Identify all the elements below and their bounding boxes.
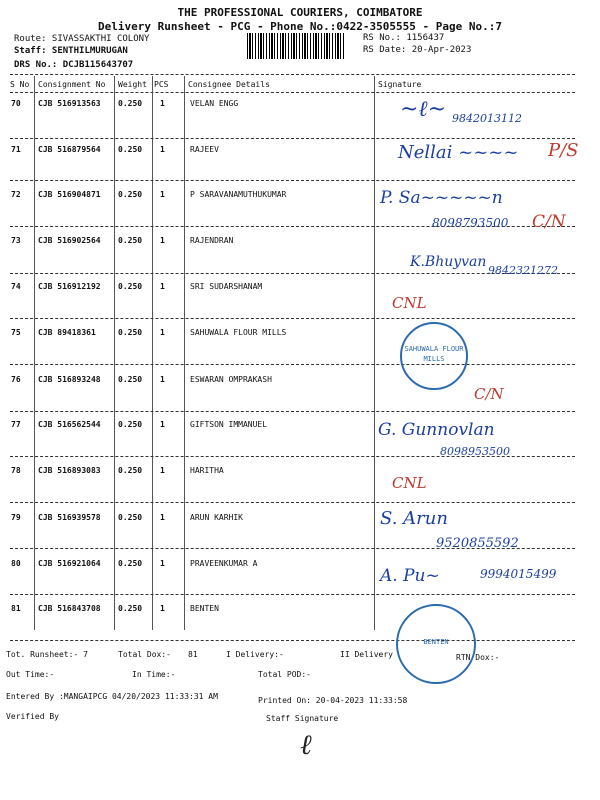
row-consignee: BENTEN xyxy=(190,604,219,613)
total-dox-value: 81 xyxy=(188,650,198,659)
row-weight: 0.250 xyxy=(118,466,143,475)
row-pcs: 1 xyxy=(160,190,165,199)
signature-note: CNL xyxy=(392,474,427,492)
entered-by: Entered By :MANGAIPCG 04/20/2023 11:33:31 AM xyxy=(6,692,218,701)
row-consignment: CJB 516904871 xyxy=(38,190,101,199)
row-pcs: 1 xyxy=(160,236,165,245)
row-weight: 0.250 xyxy=(118,99,143,108)
col-divider xyxy=(114,76,115,630)
total-dox-label: Total Dox:- xyxy=(118,650,171,659)
row-sno: 77 xyxy=(11,420,21,429)
out-time: Out Time:- xyxy=(6,670,55,679)
i-delivery: I Delivery:- xyxy=(226,650,284,659)
staff-signature: Staff Signature xyxy=(266,714,339,723)
barcode xyxy=(247,33,345,59)
signature-phone: 8098953500 xyxy=(440,445,510,458)
row-consignment: CJB 516912192 xyxy=(38,282,101,291)
company-name: THE PROFESSIONAL COURIERS, COIMBATORE xyxy=(177,6,423,19)
signature-phone: 9842321272 xyxy=(488,264,558,277)
col-pcs: PCS xyxy=(154,80,169,89)
row-weight: 0.250 xyxy=(118,513,143,522)
row-rule xyxy=(10,138,575,139)
row-consignee: P SARAVANAMUTHUKUMAR xyxy=(190,190,287,199)
row-weight: 0.250 xyxy=(118,559,143,568)
col-consignee: Consignee Details xyxy=(188,80,270,89)
row-consignment: CJB 516893248 xyxy=(38,375,101,384)
signature-phone: 9842013112 xyxy=(452,112,522,125)
table-header-rule xyxy=(10,92,575,93)
col-divider xyxy=(34,76,35,630)
row-pcs: 1 xyxy=(160,513,165,522)
col-divider xyxy=(374,76,375,630)
row-sno: 73 xyxy=(11,236,21,245)
row-consignment: CJB 516879564 xyxy=(38,145,101,154)
row-rule xyxy=(10,180,575,181)
row-sno: 75 xyxy=(11,328,21,337)
rs-date: RS Date: 20-Apr-2023 xyxy=(363,45,472,55)
row-consignment: CJB 516902564 xyxy=(38,236,101,245)
row-sno: 72 xyxy=(11,190,21,199)
signature-scribble: G. Gunnovlan xyxy=(378,420,495,440)
runsheet-title: Delivery Runsheet - PCG - Phone No.:0422-3505555 - Page No.:7 xyxy=(98,20,502,33)
row-consignee: SAHUWALA FLOUR MILLS xyxy=(190,328,287,337)
table-bottom-rule xyxy=(10,640,575,641)
row-sno: 79 xyxy=(11,513,21,522)
col-divider xyxy=(152,76,153,630)
row-pcs: 1 xyxy=(160,328,165,337)
signature-note: P/S xyxy=(548,140,579,161)
rtn-dox: RTN Dox:- xyxy=(456,653,500,662)
ii-delivery: II Delivery xyxy=(340,650,393,659)
table-top-rule xyxy=(10,74,575,75)
row-consignee: VELAN ENGG xyxy=(190,99,239,108)
signature-scribble: S. Arun xyxy=(380,508,448,529)
tot-runsheet: Tot. Runsheet:- 7 xyxy=(6,650,88,659)
row-consignee: PRAVEENKUMAR A xyxy=(190,559,258,568)
row-rule xyxy=(10,594,575,595)
row-pcs: 1 xyxy=(160,559,165,568)
drs-number: DRS No.: DCJB115643707 xyxy=(14,60,134,70)
printed-on: Printed On: 20-04-2023 11:33:58 xyxy=(258,696,408,705)
route-label: Route: SIVASSAKTHI COLONY xyxy=(14,34,150,44)
col-sno: S No xyxy=(10,80,30,89)
row-weight: 0.250 xyxy=(118,328,143,337)
row-rule xyxy=(10,502,575,503)
signature-scribble: ~ℓ~ xyxy=(400,97,447,122)
row-consignee: SRI SUDARSHANAM xyxy=(190,282,263,291)
signature-scribble: A. Pu~ xyxy=(380,566,440,586)
row-weight: 0.250 xyxy=(118,604,143,613)
row-sno: 76 xyxy=(11,375,21,384)
row-sno: 80 xyxy=(11,559,21,568)
row-consignment: CJB 516562544 xyxy=(38,420,101,429)
row-consignment: CJB 516893083 xyxy=(38,466,101,475)
signature-phone: 8098793500 xyxy=(432,216,509,230)
row-consignee: RAJEEV xyxy=(190,145,219,154)
row-pcs: 1 xyxy=(160,420,165,429)
row-consignee: HARITHA xyxy=(190,466,224,475)
row-pcs: 1 xyxy=(160,282,165,291)
row-sno: 78 xyxy=(11,466,21,475)
row-consignment: CJB 516843708 xyxy=(38,604,101,613)
row-pcs: 1 xyxy=(160,375,165,384)
stamp-text: SAHUWALA FLOUR MILLS xyxy=(404,345,464,363)
row-consignment: CJB 89418361 xyxy=(38,328,96,337)
row-sno: 70 xyxy=(11,99,21,108)
row-weight: 0.250 xyxy=(118,420,143,429)
col-weight: Weight xyxy=(118,80,147,89)
row-rule xyxy=(10,364,575,365)
signature-note: C/N xyxy=(532,212,566,232)
row-pcs: 1 xyxy=(160,604,165,613)
col-divider xyxy=(184,76,185,630)
row-consignee: GIFTSON IMMANUEL xyxy=(190,420,268,429)
row-weight: 0.250 xyxy=(118,190,143,199)
row-consignment: CJB 516913563 xyxy=(38,99,101,108)
in-time: In Time:- xyxy=(132,670,176,679)
row-consignment: CJB 516939578 xyxy=(38,513,101,522)
col-consignment: Consignment No xyxy=(38,80,106,89)
signature-scribble: Nellai ~~~~ xyxy=(398,142,519,163)
row-pcs: 1 xyxy=(160,99,165,108)
row-consignee: ARUN KARHIK xyxy=(190,513,243,522)
row-consignment: CJB 516921064 xyxy=(38,559,101,568)
col-signature: Signature xyxy=(378,80,422,89)
row-sno: 71 xyxy=(11,145,21,154)
rs-number: RS No.: 1156437 xyxy=(363,33,445,43)
row-weight: 0.250 xyxy=(118,375,143,384)
row-rule xyxy=(10,318,575,319)
company-stamp xyxy=(396,604,476,684)
signature-note: CNL xyxy=(392,294,427,312)
row-weight: 0.250 xyxy=(118,236,143,245)
row-sno: 81 xyxy=(11,604,21,613)
row-sno: 74 xyxy=(11,282,21,291)
signature-note: C/N xyxy=(474,385,504,403)
company-stamp xyxy=(400,322,468,390)
row-consignee: RAJENDRAN xyxy=(190,236,234,245)
stamp-text: BENTEN xyxy=(423,638,449,646)
total-pod: Total POD:- xyxy=(258,670,311,679)
staff-signature-scribble: ℓ xyxy=(300,728,312,761)
row-weight: 0.250 xyxy=(118,145,143,154)
signature-phone: 9520855592 xyxy=(436,536,519,551)
row-pcs: 1 xyxy=(160,145,165,154)
row-rule xyxy=(10,411,575,412)
signature-phone: 9994015499 xyxy=(480,567,557,581)
row-consignee: ESWARAN OMPRAKASH xyxy=(190,375,272,384)
signature-scribble: K.Bhuyvan xyxy=(410,254,487,270)
verified-by: Verified By xyxy=(6,712,59,721)
row-weight: 0.250 xyxy=(118,282,143,291)
staff-label: Staff: SENTHILMURUGAN xyxy=(14,46,128,56)
row-pcs: 1 xyxy=(160,466,165,475)
signature-scribble: P. Sa~~~~~n xyxy=(380,188,503,208)
